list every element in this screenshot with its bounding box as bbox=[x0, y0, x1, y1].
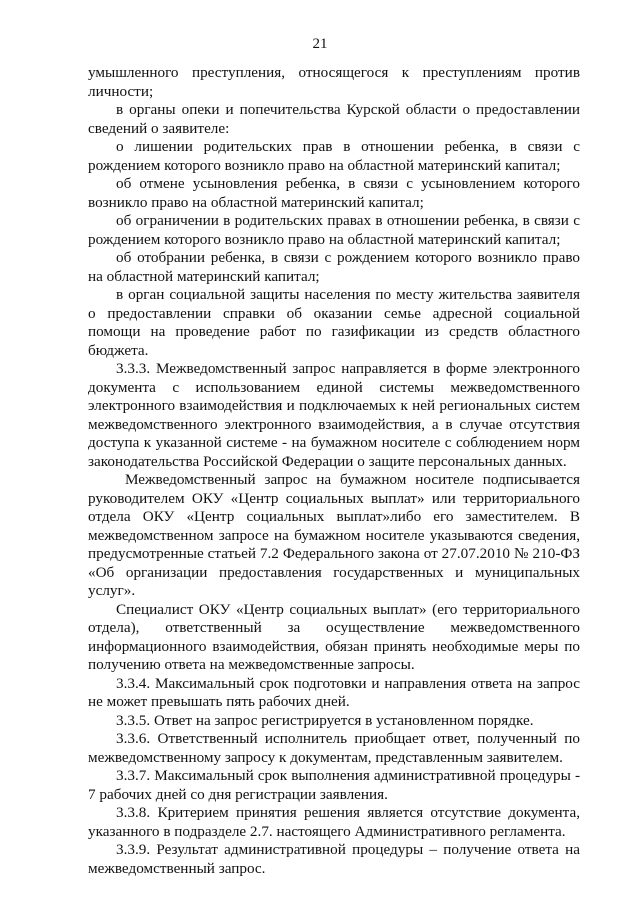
paragraph: Межведомственный запрос на бумажном носителе подписывается руководителем ОКУ «Центр социальных выплат» или территориального отдела ОКУ «Центр социальных выплат»либо его заместителем. В межведомственном запросе на бумажном носителе указываются сведения, предусмотренные статьей 7.2 Федерального закона от 27.07.2010 № 210-ФЗ «Об организации предоставления государственных и муниципальных услуг». bbox=[88, 471, 580, 599]
page-number: 21 bbox=[312, 36, 328, 52]
paragraph: 3.3.9. Результат административной процедуры – получение ответа на межведомственный запрос. bbox=[88, 841, 580, 877]
paragraph: об отмене усыновления ребенка, в связи с усыновлением которого возникло право на областной материнский капитал; bbox=[88, 175, 580, 211]
paragraph: Специалист ОКУ «Центр социальных выплат» (его территориального отдела), ответственный за осуществление межведомственного информационного взаимодействия, обязан принять необходимые меры по получению ответа на межведомственные запросы. bbox=[88, 600, 580, 673]
paragraph: 3.3.8. Критерием принятия решения является отсутствие документа, указанного в подразделе 2.7. настоящего Административного регламента. bbox=[88, 804, 580, 840]
paragraph: в орган социальной защиты населения по месту жительства заявителя о предоставлении справки об оказании семье адресной социальной помощи на проведение работ по газификации из средств областного бюджета. bbox=[88, 286, 580, 359]
paragraph: 3.3.3. Межведомственный запрос направляется в форме электронного документа с использованием единой системы межведомственного электронного взаимодействия и подключаемых к ней региональных систем межведомственного электронного взаимодействия, а в случае отсутствия доступа к указанной системе - на бумажном носителе с соблюдением норм законодательства Российской Федерации о защите персональных данных. bbox=[88, 360, 580, 470]
paragraph: об ограничении в родительских правах в отношении ребенка, в связи с рождением которого возникло право на областной материнский капитал; bbox=[88, 212, 580, 248]
paragraph: 3.3.6. Ответственный исполнитель приобщает ответ, полученный по межведомственному запросу к документам, представленным заявителем. bbox=[88, 730, 580, 766]
paragraph: 3.3.5. Ответ на запрос регистрируется в установленном порядке. bbox=[116, 711, 534, 729]
paragraph: в органы опеки и попечительства Курской области о предоставлении сведений о заявителе: bbox=[88, 101, 580, 137]
paragraph: об отобрании ребенка, в связи с рождением которого возникло право на областной материнский капитал; bbox=[88, 249, 580, 285]
paragraph: 3.3.4. Максимальный срок подготовки и направления ответа на запрос не может превышать пять рабочих дней. bbox=[88, 674, 580, 710]
paragraph: 3.3.7. Максимальный срок выполнения административной процедуры - 7 рабочих дней со дня регистрации заявления. bbox=[88, 767, 580, 803]
paragraph: о лишении родительских прав в отношении ребенка, в связи с рождением которого возникло право на областной материнский капитал; bbox=[88, 138, 580, 174]
body-text bbox=[88, 64, 580, 878]
paragraph: умышленного преступления, относящегося к преступлениям против личности; bbox=[88, 64, 580, 100]
